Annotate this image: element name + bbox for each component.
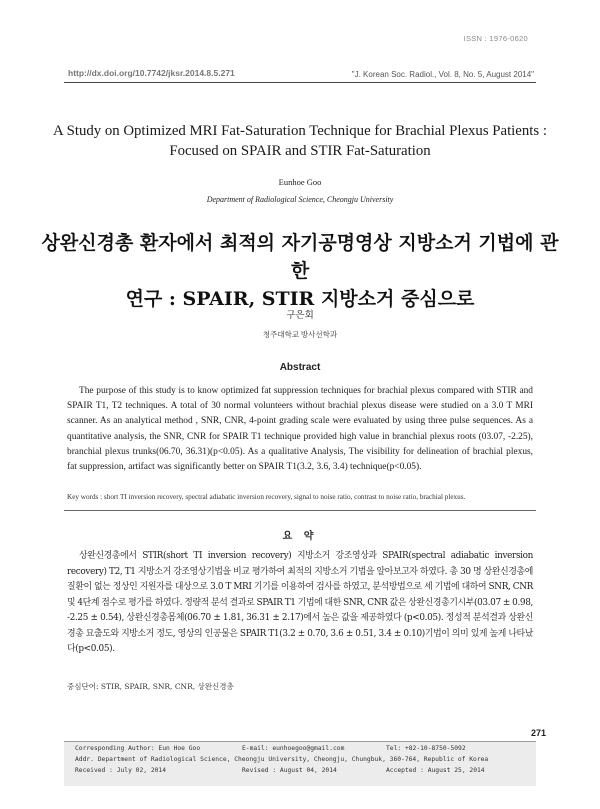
section-divider <box>64 510 536 511</box>
korean-keywords: 중심단어: STIR, SPAIR, SNR, CNR, 상완신경총 <box>67 682 234 691</box>
english-title: A Study on Optimized MRI Fat-Saturation Technique for Brachial Plexus Patients : Focused on SPAIR and STIR Fat-Saturation <box>53 123 547 159</box>
header-divider <box>64 82 536 83</box>
korean-abstract-heading: 요 약 <box>282 531 318 542</box>
corresponding-author: Corresponding Author: Eun Hoe Goo <box>75 745 201 752</box>
postal-address: Addr. Department of Radiological Science, Cheongju University, Cheongju, Chungbuk, 360-764, Republic of Korea <box>75 756 489 763</box>
english-keywords: Key words : short TI inversion recovery, spectral adiabatic inversion recovery, signal to noise ratio, contrast to noise ratio, brachial plexus. <box>67 493 466 501</box>
doi-link[interactable]: http://dx.doi.org/10.7742/jksr.2014.8.5.271 <box>68 68 235 78</box>
english-department: Department of Radiological Science, Cheongju University <box>206 195 394 204</box>
page-number: 271 <box>530 728 546 738</box>
korean-author: 구은회 <box>286 311 314 321</box>
accepted-date: Accepted : August 25, 2014 <box>386 767 485 774</box>
korean-title-line-1: 상완신경총 환자에서 최적의 자기공명영상 지방소거 기법에 관한 <box>41 232 559 282</box>
revised-date: Revised : August 04, 2014 <box>242 767 337 774</box>
korean-department: 청주대학교 방사선학과 <box>262 330 338 339</box>
abstract-heading: Abstract <box>279 362 321 373</box>
email-address: E-mail: eunhoegoo@gmail.com <box>242 745 345 752</box>
telephone: Tel: +82-10-8750-5092 <box>386 745 466 752</box>
issn-label: ISSN : 1976-0620 <box>463 34 528 43</box>
english-author: Eunhoe Goo <box>278 177 322 187</box>
received-date: Received : July 02, 2014 <box>75 767 166 774</box>
korean-abstract-body: 상완신경총에서 STIR(short TI inversion recovery) 지방소거 강조영상과 SPAIR(spectral adiabatic inversion recovery) T2, T1 지방소거 강조영상기법을 비교 평가하여 최적의 지방소거 기법을 알아보고자 하였다. 총 30 명 상완신경총에 질환이 없는 정상인 지원자를 대상으로 3.0 T MRI 기기를 이용하여 검사를 하였고, 분석방법으로 세 기법에 대하여 SNR, CNR 및 4단계 점수로 평가를 하였다. 정량적 분석 결과로 SPAIR T1 기법에 대한 SNR, CNR 값은 상완신경총기시부(03.07 ± 0.98, -2.25 ± 0.54), 상완신경총몸체(06.70 ± 1.81, 36.31 ± 2.17)에서 높은 값을 제공하였다 (p<0.05). 정성적 분석결과 상완신경총 묘출도와 지방소거 정도, 영상의 인공물은 SPAIR T1(3.2 ± 0.70, 3.6 ± 0.51, 3.4 ± 0.10)기법이 의미 있게 높게 나타났다(p<0.05). <box>67 551 533 654</box>
korean-title-line-2: 연구 : SPAIR, STIR 지방소거 중심으로 <box>125 288 475 310</box>
correspondence-footer <box>64 741 536 786</box>
journal-citation: "J. Korean Soc. Radiol., Vol. 8, No. 5, August 2014" <box>351 70 534 79</box>
abstract-body: The purpose of this study is to know optimized fat suppression techniques for brachial plexus compared with STIR and SPAIR T1, T2 techniques. A total of 30 normal volunteers without brachial plexus disease were studied on a 3.0 T MRI scanner. As an analytical method , SNR, CNR, 4-point grading scale were evaluated by using three pulse sequences. As a quantitative analysis, the SNR, CNR for SPAIR T1 technique provided high value in branchial plexus roots (03.07, -2.25), branchial plexus trunks(06.70, 36.31)(p<0.05). As a qualitative Analysis, The visibility for delineation of brachial plexus, fat suppression, artifact was significantly better on SPAIR T1(3.2, 3.6, 3.4) technique(p<0.05). <box>67 386 533 473</box>
korean-title <box>40 229 560 313</box>
